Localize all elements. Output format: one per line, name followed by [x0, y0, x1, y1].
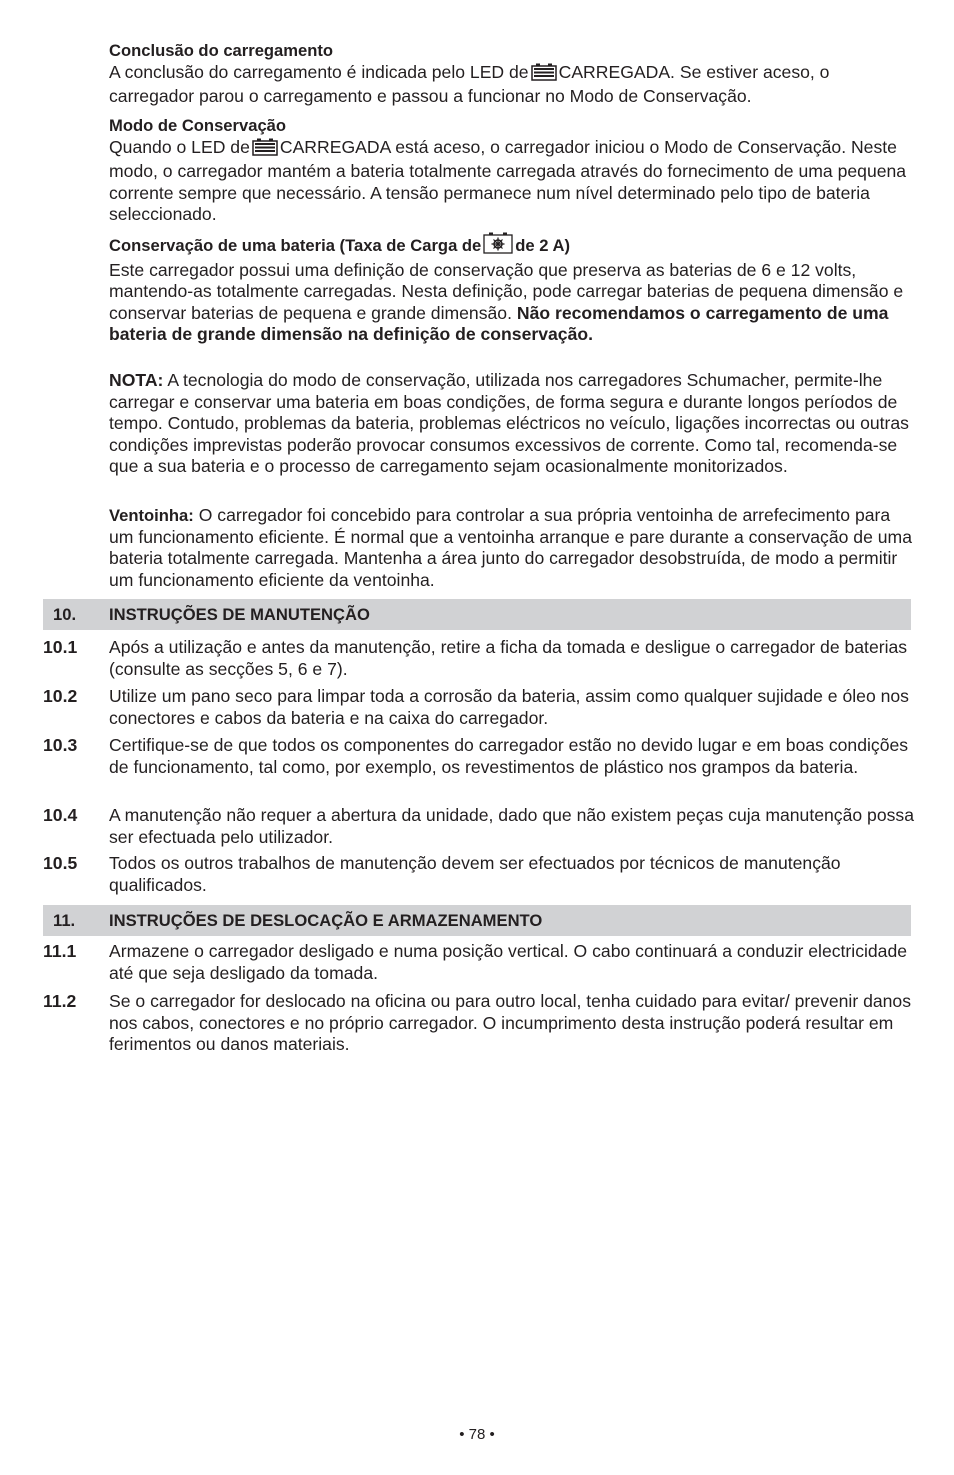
item-text: Todos os outros trabalhos de manutenção devem ser efectuados por técnicos de manutenção qualificados.: [109, 853, 841, 895]
section-conservacao: [109, 232, 919, 346]
section-nota: [109, 370, 919, 478]
item-number: 10.5: [43, 853, 78, 873]
section-10-title: INSTRUÇÕES DE MANUTENÇÃO: [109, 605, 370, 624]
item-number: 10.2: [43, 686, 78, 706]
text-modo: Quando o LED de CARREGADA está aceso, o carregador iniciou o Modo de Conservação. Neste modo, o carregador mantém a bateria totalmente carregada através do fornecimento de uma pequena corrente sempre que necessário. A tensão permanece num nível determinado pelo tipo de bateria seleccionado.: [109, 136, 907, 225]
text-conservacao: Este carregador possui uma definição de conservação que preserva as baterias de 6 e 12 volts, mantendo-as totalmente carregadas. Nesta definição, pode carregar baterias de pequena dimensão e conservar baterias de pequena e grande dimensão. Não recomendamos o carregamento de uma bateria de grande dimensão na definição de conservação.: [109, 259, 904, 345]
item-text: Se o carregador for deslocado na oficina ou para outro local, tenha cuidado para evitar/ prevenir danos nos cabos, conectores e no próprio carregador. O incumprimento desta instrução poderá resultar em ferimentos ou danos materiais.: [109, 991, 912, 1055]
section-conclusao: [109, 40, 919, 108]
section-ventoinha: [109, 505, 919, 591]
section-11-number: 11.: [53, 911, 76, 930]
text-ventoinha: Ventoinha: O carregador foi concebido para controlar a sua própria ventoinha de arrefecimento para um funcionamento eficiente. É normal que a ventoinha arranque e pare durante a conservação de uma bateria totalmente carregada. Mantenha a área junto do carregador desobstruída, de modo a permitir um funcionamento eficiente da ventoinha.: [109, 505, 912, 590]
item-number: 10.4: [43, 805, 78, 825]
item-text: Certifique-se de que todos os componentes do carregador estão no devido lugar e em boas condições de funcionamento, tal como, por exemplo, os revestimentos de plástico nos grampos da bateria.: [109, 735, 909, 777]
item-number: 10.3: [43, 735, 78, 755]
heading-conclusao: Conclusão do carregamento: [109, 41, 334, 60]
section-modo: [109, 115, 919, 226]
item-number: 10.1: [43, 637, 78, 657]
item-number: 11.2: [43, 991, 77, 1011]
ventoinha-label: Ventoinha:: [109, 506, 194, 525]
section-10-number: 10.: [53, 605, 77, 624]
page-number: • 78 •: [459, 1426, 495, 1443]
section-11-header: [43, 905, 911, 936]
heading-conservacao: Conservação de uma bateria (Taxa de Carga de de 2 A): [109, 232, 919, 260]
text-conclusao: A conclusão do carregamento é indicada pelo LED de CARREGADA. Se estiver aceso, o carregador parou o carregamento e passou a funcionar no Modo de Conservação.: [109, 61, 830, 107]
section-11-title: INSTRUÇÕES DE DESLOCAÇÃO E ARMAZENAMENTO: [109, 911, 543, 930]
battery-charged-icon: [252, 138, 278, 162]
text-nota: NOTA: A tecnologia do modo de conservação, utilizada nos carregadores Schumacher, permite-lhe carregar e conservar uma bateria em boas condições, de forma segura e durante longos períodos de tempo. Contudo, problemas da bateria, problemas eléctricos no veículo, ligações incorrectas ou outras condições imprevistas poderão provocar consumos excessivos de corrente. Como tal, recomenda-se que a sua bateria e o processo de carregamento sejam ocasionalmente monitorizados.: [109, 370, 909, 477]
item-text: Após a utilização e antes da manutenção, retire a ficha da tomada e desligue o carregador de baterias (consulte as secções 5, 6 e 7).: [109, 637, 908, 679]
nota-label: NOTA:: [109, 370, 164, 390]
item-text: Utilize um pano seco para limpar toda a corrosão da bateria, assim como qualquer sujidade e óleo nos conectores e cabos da bateria e na caixa do carregador.: [109, 686, 909, 728]
battery-charged-icon: [531, 63, 557, 87]
item-text: Armazene o carregador desligado e numa posição vertical. O cabo continuará a conduzir electricidade até que seja desligado da tomada.: [109, 941, 908, 983]
item-text: A manutenção não requer a abertura da unidade, dado que não existem peças cuja manutenção possa ser efectuada pelo utilizador.: [109, 805, 914, 847]
warning-bold: Não recomendamos o carregamento de uma bateria de grande dimensão na definição de conservação.: [109, 302, 889, 345]
maintain-rate-icon: [483, 232, 513, 260]
section-10-header: [43, 599, 911, 630]
heading-modo: Modo de Conservação: [109, 116, 287, 135]
item-number: 11.1: [43, 941, 77, 961]
